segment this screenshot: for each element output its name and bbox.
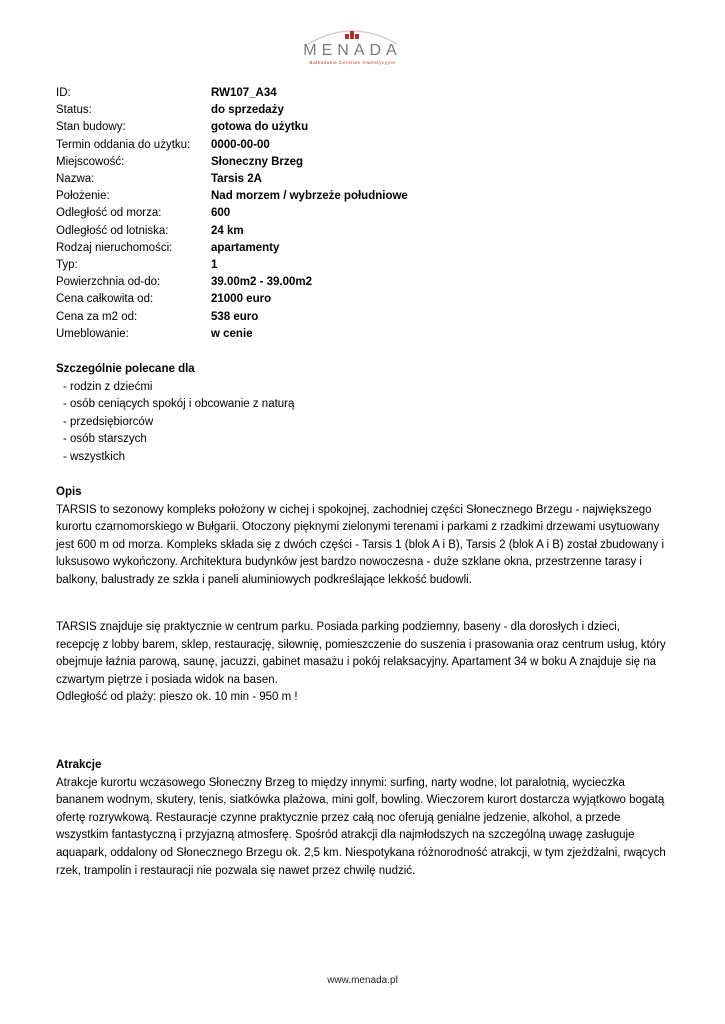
detail-row	[56, 137, 408, 154]
detail-row	[56, 154, 408, 171]
detail-row	[56, 240, 408, 257]
detail-value: Tarsis 2A	[211, 173, 262, 186]
detail-value: 39.00m2 - 39.00m2	[211, 276, 313, 289]
detail-value: 1	[211, 259, 218, 272]
detail-label: Termin oddania do użytku:	[56, 138, 191, 151]
detail-value: 21000 euro	[211, 293, 272, 306]
recommended-section	[56, 361, 666, 467]
recommended-item: - osób starszych	[63, 433, 147, 446]
detail-label: Odległość od lotniska:	[56, 224, 169, 237]
detail-label: Stan budowy:	[56, 121, 126, 134]
detail-value: do sprzedaży	[211, 104, 284, 117]
detail-label: Typ:	[56, 259, 78, 272]
detail-label: Powierzchnia od-do:	[56, 276, 161, 289]
recommended-item: - przedsiębiorców	[63, 415, 154, 428]
detail-row	[56, 326, 408, 343]
detail-label: Cena za m2 od:	[56, 310, 138, 323]
detail-value: 538 euro	[211, 310, 259, 323]
description-paragraph-1: TARSIS to sezonowy kompleks położony w cichej i spokojnej, zachodniej części Słonecznego Brzegu - największego kurortu czarnomorskiego w Bułgarii. Otoczony pięknymi zielonymi terenami i parkami z rzadkimi drzewami usytuowany jest 600 m od morza. Kompleks składa się z dwóch części - Tarsis 1 (blok A i B), Tarsis 2 (blok A i B) został zbudowany i luksusowo wykończony. Architektura budynków jest bardzo nowoczesna - duże szklane okna, przestrzenne tarasy i balkony, balustrady ze szkła i paneli aluminiowych podkreślające lekkość budowli.	[56, 503, 665, 586]
property-details	[56, 85, 408, 343]
attractions-paragraph: Atrakcje kurortu wczasowego Słoneczny Brzeg to między innymi: surfing, narty wodne, lot paralotnią, wycieczka bananem wodnym, skutery, tenis, siatkówka plażowa, mini golf, bowling. Wieczorem kurort dostarcza wyjątkowo bogatą ofertę rozrywkową. Restauracje czynne praktycznie przez całą noc oferują genialne jedzenie, alkohol, a przede wszystkim fantastyczną i przyjazną atmosferę. Spośród atrakcji dla najmłodszych na szczególną uwagę zasługuje aquapark, oddalony od Słonecznego Brzegu ok. 2,5 km. Niespotykana różnorodność atrakcji, w tym zjeżdżalni, rwących rzek, trampolin i restauracji nie pozwala się nawet przez chwilę nudzić.	[56, 776, 666, 877]
detail-value: apartamenty	[211, 241, 280, 254]
detail-row	[56, 119, 408, 136]
recommended-item: - rodzin z dziećmi	[63, 380, 153, 393]
detail-label: Nazwa:	[56, 173, 95, 186]
description-section-2	[56, 619, 666, 707]
description-paragraph-2: TARSIS znajduje się praktycznie w centrum parku. Posiada parking podziemny, baseny - dla dorosłych i dzieci, recepcję z lobby barem, sklep, restaurację, siłownię, pomieszczenie do suszenia i prasowania oraz centrum usług, który obejmuje łaźnia parową, saunę, jacuzzi, gabinet masażu i pokój relaksacyjny. Apartament 34 w boku A znajduje się na czwartym piętrze i posiada widok na basen.	[56, 621, 666, 686]
detail-label: Rodzaj nieruchomości:	[56, 241, 173, 254]
description-heading: Opis	[56, 486, 82, 498]
detail-label: ID:	[56, 87, 71, 99]
recommended-heading: Szczególnie polecane dla	[56, 363, 195, 375]
detail-row	[56, 257, 408, 274]
logo-tagline: Bałkańskie Centrum Inwestycyjne	[309, 60, 396, 65]
recommended-item: - osób ceniących spokój i obcowanie z naturą	[63, 398, 295, 411]
detail-value: 600	[211, 207, 231, 220]
detail-value: Słoneczny Brzeg	[211, 155, 304, 168]
attractions-section	[56, 757, 666, 880]
logo-name: MENADA	[303, 42, 402, 59]
detail-value: 0000-00-00	[211, 138, 270, 151]
detail-row	[56, 188, 408, 205]
detail-value: RW107_A34	[211, 87, 277, 99]
detail-value: Nad morzem / wybrzeże południowe	[211, 190, 408, 203]
footer-url[interactable]: www.menada.pl	[327, 975, 398, 986]
description-section	[56, 484, 666, 590]
detail-row	[56, 205, 408, 222]
detail-row	[56, 223, 408, 240]
detail-label: Status:	[56, 104, 92, 117]
detail-value: 24 km	[211, 224, 244, 237]
detail-label: Cena całkowita od:	[56, 293, 154, 306]
detail-label: Odległość od morza:	[56, 207, 162, 220]
detail-row	[56, 102, 408, 119]
detail-label: Położenie:	[56, 190, 110, 203]
detail-row	[56, 291, 408, 308]
recommended-item: - wszystkich	[63, 450, 125, 463]
detail-value: gotowa do użytku	[211, 121, 309, 134]
detail-row	[56, 171, 408, 188]
attractions-heading: Atrakcje	[56, 759, 102, 771]
detail-value: w cenie	[211, 327, 253, 340]
detail-label: Miejscowość:	[56, 155, 125, 168]
detail-row	[56, 274, 408, 291]
detail-row	[56, 85, 408, 102]
detail-label: Umeblowanie:	[56, 327, 129, 340]
menada-logo	[290, 24, 415, 68]
beach-distance: Odległość od plaży: pieszo ok. 10 min - 950 m !	[56, 691, 298, 704]
detail-row	[56, 309, 408, 326]
